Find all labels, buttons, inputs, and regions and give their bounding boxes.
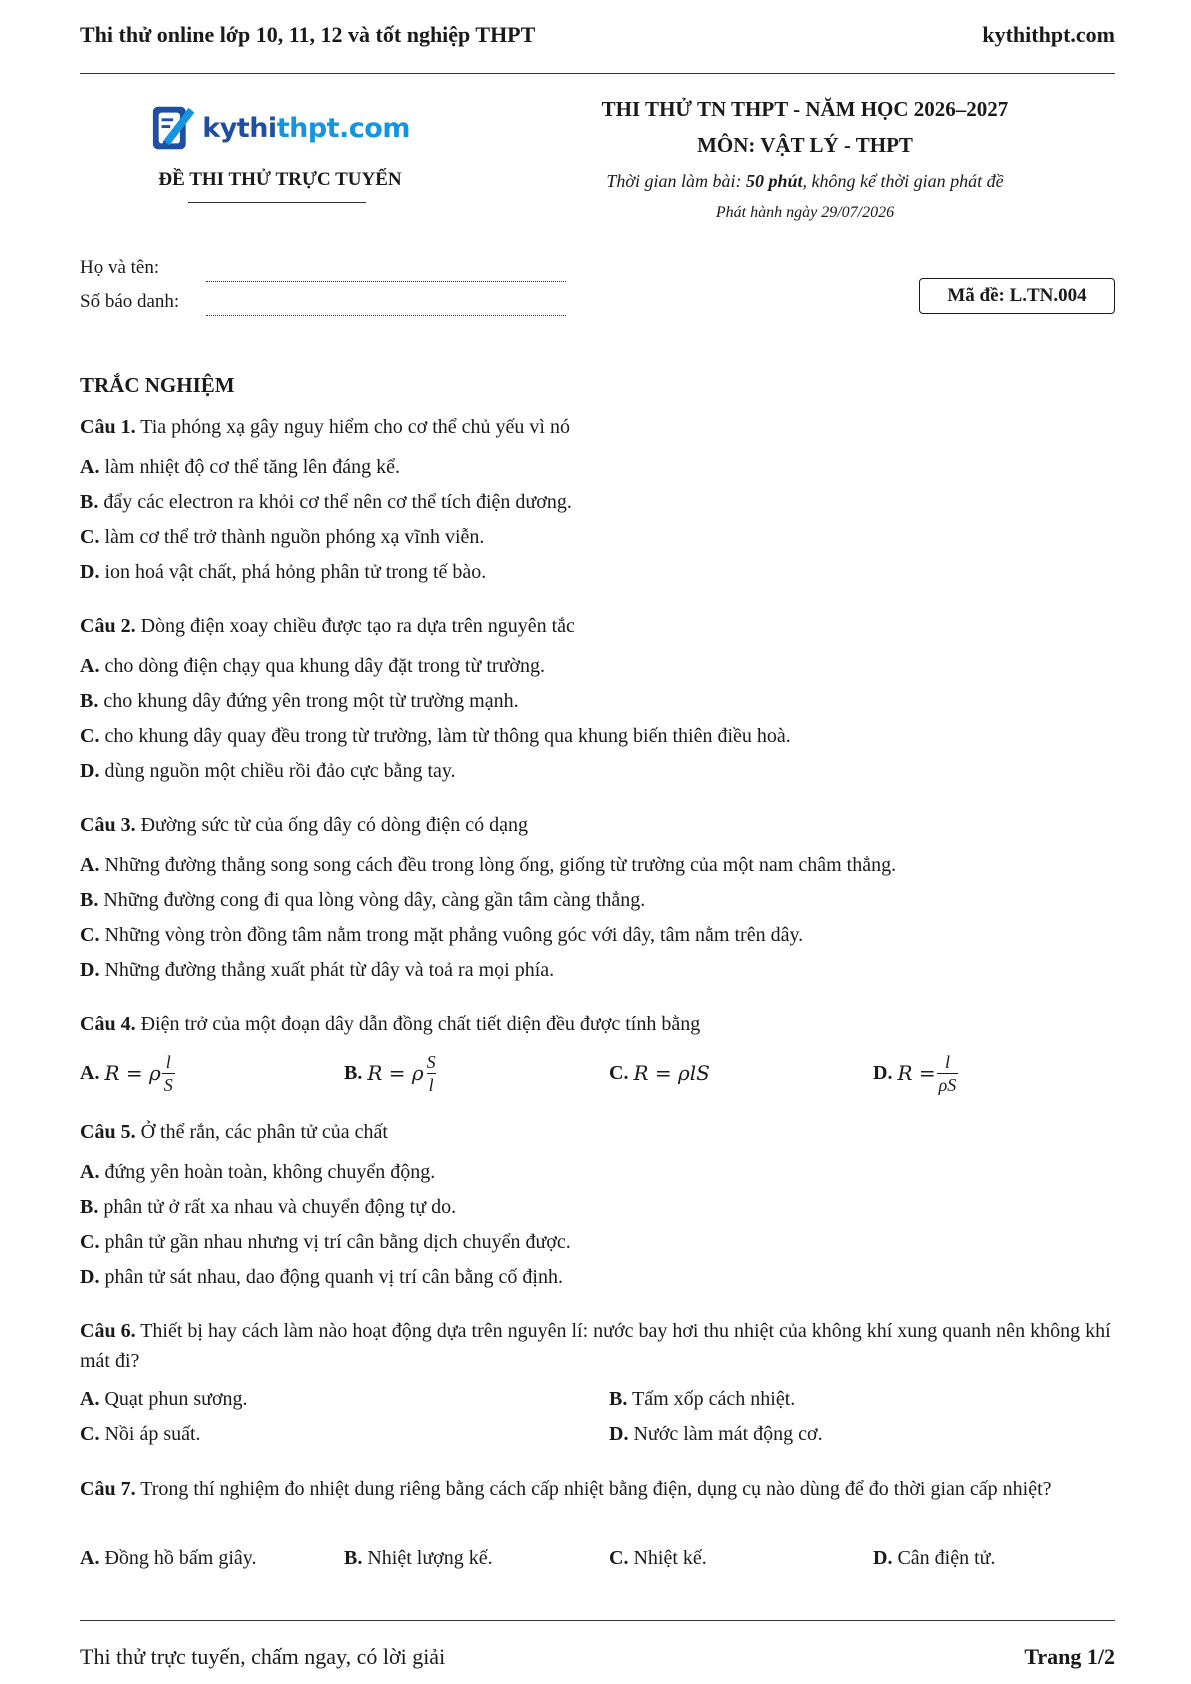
name-label: Họ và tên: (80, 257, 160, 278)
header-divider (80, 73, 1115, 74)
option-b[interactable]: B. phân tử ở rất xa nhau và chuyển động tự do. (80, 1196, 457, 1218)
exam-title: THI THỬ TN THPT - NĂM HỌC 2026–2027 (601, 97, 1009, 121)
option-d[interactable]: D. Nước làm mát động cơ. (609, 1423, 823, 1445)
option-a[interactable]: A. đứng yên hoàn toàn, không chuyển động. (80, 1161, 436, 1183)
id-label: Số báo danh: (80, 291, 180, 312)
exam-type-label: ĐỀ THI THỬ TRỰC TUYẾN (158, 169, 402, 190)
option-a[interactable]: A. Những đường thẳng song song cách đều trong lòng ống, giống từ trường của một nam châm thẳng. (80, 854, 897, 876)
option-b[interactable]: B. R = ρ $\frac{S}{l}$ (344, 1051, 436, 1095)
question-6 (80, 1316, 1120, 1376)
option-b[interactable]: B. đẩy các electron ra khỏi cơ thể nên cơ thể tích điện dương. (80, 491, 572, 513)
question-5 (80, 1117, 1120, 1292)
option-c[interactable]: C. Nhiệt kế. (609, 1547, 707, 1569)
question-stem: Câu 2. Dòng điện xoay chiều được tạo ra dựa trên nguyên tắc (80, 615, 575, 637)
formula-lhs: R = (897, 1061, 936, 1085)
option-b[interactable]: B. cho khung dây đứng yên trong một từ trường mạnh. (80, 690, 519, 712)
formula-fraction: $\frac{l}{S}$ (163, 1051, 173, 1095)
option-a[interactable]: A. làm nhiệt độ cơ thể tăng lên đáng kể. (80, 456, 400, 478)
footer-divider (80, 1620, 1115, 1621)
question-stem: Câu 1. Tia phóng xạ gây nguy hiểm cho cơ thể chủ yếu vì nó (80, 416, 570, 438)
option-a[interactable]: A. Đồng hồ bấm giây. (80, 1547, 257, 1569)
exam-code-box: Mã đề: L.TN.004 (919, 278, 1115, 314)
question-7 (80, 1474, 1120, 1504)
option-d[interactable]: D. Những đường thẳng xuất phát từ dây và toả ra mọi phía. (80, 959, 555, 981)
option-d[interactable]: D. dùng nguồn một chiều rồi đảo cực bằng tay. (80, 760, 456, 782)
question-stem: Câu 4. Điện trở của một đoạn dây dẫn đồng chất tiết diện đều được tính bằng (80, 1013, 701, 1035)
formula-lhs: R = ρ (104, 1061, 161, 1085)
name-field[interactable] (206, 281, 566, 282)
option-a[interactable]: A. Quạt phun sương. (80, 1388, 248, 1410)
footer-text: Thi thử trực tuyến, chấm ngay, có lời giải (80, 1644, 446, 1669)
option-a[interactable]: A. R = ρ $\frac{l}{S}$ (80, 1051, 173, 1095)
option-a[interactable]: A. cho dòng điện chạy qua khung dây đặt trong từ trường. (80, 655, 545, 677)
formula-lhs: R = ρlS (633, 1061, 710, 1085)
page-number: Trang 1/2 (1024, 1644, 1115, 1669)
logo-pen-icon (150, 101, 198, 155)
exam-subject: MÔN: VẬT LÝ - THPT (697, 133, 913, 157)
logo-text: kythithpt.com (202, 112, 410, 144)
question-stem: Câu 3. Đường sức từ của ống dây có dòng điện có dạng (80, 814, 529, 836)
option-d[interactable]: D. R = $\frac{l}{\rho S}$ (873, 1051, 957, 1095)
option-c[interactable]: C. Những vòng tròn đồng tâm nằm trong mặt phẳng vuông góc với dây, tâm nằm trên dây. (80, 924, 804, 946)
option-d[interactable]: D. phân tử sát nhau, dao động quanh vị trí cân bằng cố định. (80, 1266, 563, 1288)
exam-duration: Thời gian làm bài: 50 phút, không kể thời gian phát đề (606, 171, 1004, 191)
question-3 (80, 810, 1120, 985)
option-d[interactable]: D. Cân điện tử. (873, 1547, 996, 1569)
option-d[interactable]: D. ion hoá vật chất, phá hỏng phân tử trong tế bào. (80, 561, 487, 583)
question-2 (80, 611, 1120, 786)
option-b[interactable]: B. Nhiệt lượng kế. (344, 1547, 493, 1569)
formula-fraction: $\frac{l}{\rho S}$ (938, 1051, 957, 1095)
exam-type-underline (188, 202, 366, 203)
option-b[interactable]: B. Những đường cong đi qua lòng vòng dây, càng gần tâm càng thẳng. (80, 889, 646, 911)
header-left-text: Thi thử online lớp 10, 11, 12 và tốt nghiệp THPT (80, 22, 536, 47)
formula-lhs: R = ρ (367, 1061, 424, 1085)
site-logo (150, 100, 410, 156)
option-b[interactable]: B. Tấm xốp cách nhiệt. (609, 1388, 796, 1410)
option-c[interactable]: C. Nồi áp suất. (80, 1423, 201, 1445)
option-c[interactable]: C. cho khung dây quay đều trong từ trường, làm từ thông qua khung biến thiên điều hoà. (80, 725, 791, 747)
issue-date: Phát hành ngày 29/07/2026 (715, 204, 895, 221)
id-field[interactable] (206, 315, 566, 316)
question-stem: Câu 6. Thiết bị hay cách làm nào hoạt động dựa trên nguyên lí: nước bay hơi thu nhiệt của không khí xung quanh nên không khí mát đi? (80, 1320, 1111, 1372)
top-header (80, 22, 1115, 52)
question-stem: Câu 5. Ở thể rắn, các phân tử của chất (80, 1121, 388, 1143)
option-c[interactable]: C. R = ρlS (609, 1043, 859, 1103)
question-stem: Câu 7. Trong thí nghiệm đo nhiệt dung riêng bằng cách cấp nhiệt bằng điện, dụng cụ nào dùng để đo thời gian cấp nhiệt? (80, 1478, 1052, 1500)
duration-value: 50 phút (746, 171, 803, 191)
section-title: TRẮC NGHIỆM (80, 373, 235, 397)
question-1 (80, 412, 1120, 587)
question-4 (80, 1009, 1120, 1039)
header-site-name: kythithpt.com (982, 22, 1115, 47)
option-c[interactable]: C. phân tử gần nhau nhưng vị trí cân bằng dịch chuyển được. (80, 1231, 571, 1253)
option-c[interactable]: C. làm cơ thể trở thành nguồn phóng xạ vĩnh viễn. (80, 526, 485, 548)
formula-fraction: $\frac{S}{l}$ (426, 1051, 436, 1095)
